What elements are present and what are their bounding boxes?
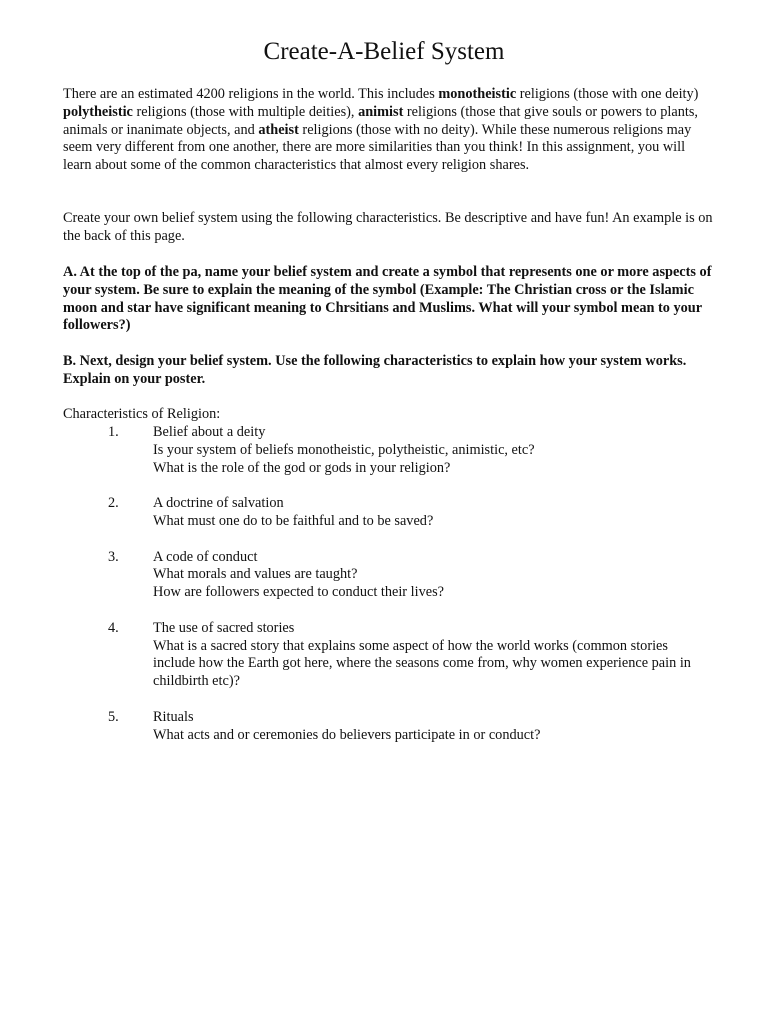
section-a-text: A. At the top of the pa, name your belief system and create a symbol that represents one or more aspects of your system. Be sure to explain the meaning of the symbol (Example: The Christian cross or the Islamic moon and star have significant meaning to Chrsitians and Muslims. What will your symbol mean to your followers?) [63,264,712,334]
list-item-title: A code of conduct [153,548,258,565]
characteristics-heading [63,406,713,424]
list-item [0,709,768,745]
intro-paragraph [63,86,713,175]
intro-text-2: religions (those with one deity) [516,86,699,102]
list-item-number: 5. [108,708,119,725]
list-item-question: What must one do to be faithful and to be saved? [153,512,434,529]
list-item-number: 2. [108,495,119,512]
term-polytheistic: polytheistic [63,103,133,120]
characteristics-list [0,424,768,762]
list-item-content [153,709,713,745]
list-item-number: 3. [108,548,119,565]
section-b-text: B. Next, design your belief system. Use the following characteristics to explain how your system works. Explain on your poster. [63,353,687,387]
list-item [0,620,768,691]
list-item-content [153,620,713,691]
list-item-content [153,424,713,477]
characteristics-heading-text: Characteristics of Religion: [63,406,221,422]
list-item [0,549,768,602]
list-item [0,495,768,531]
term-atheist: atheist [258,121,299,138]
list-item-question: What is a sacred story that explains some aspect of how the world works (common stories include how the Earth got here, where the seasons come from, why women experience pain in childbirth etc)? [153,637,691,690]
list-item [0,424,768,477]
section-a-paragraph [63,264,713,335]
intro-text [63,86,713,175]
intro-text-1: There are an estimated 4200 religions in the world. This includes [63,86,439,102]
intro-text-4: religions (those that give souls or powers to plants, animals or inanimate objects, and [63,103,698,138]
list-item-question: How are followers expected to conduct their lives? [153,584,444,601]
section-b-paragraph [63,353,713,389]
intro-text-3: religions (those with multiple deities), [132,103,359,120]
list-item-title: The use of sacred stories [153,619,295,636]
list-item-title: Belief about a deity [153,424,266,440]
list-item-content [153,495,713,531]
page-title: Create-A-Belief System [263,38,505,65]
list-item-number: 4. [108,619,119,636]
intro-text-5: religions (those with no deity). While these numerous religions may seem very different from one another, there are more similarities than you think! In this assignment, you will learn about some of the common characteristics that almost every religion shares. [63,121,692,174]
term-animist: animist [358,103,404,120]
list-item-content [153,549,713,602]
list-item-question: Is your system of beliefs monotheistic, polytheistic, animistic, etc? [153,441,535,458]
create-paragraph [63,210,713,246]
list-item-question: What acts and or ceremonies do believers participate in or conduct? [153,726,541,743]
term-monotheistic: monotheistic [438,86,517,102]
list-item-question: What morals and values are taught? [153,566,358,583]
list-item-number: 1. [108,424,119,440]
list-item-question: What is the role of the god or gods in your religion? [153,459,451,476]
list-item-title: Rituals [153,708,194,725]
create-text: Create your own belief system using the following characteristics. Be descriptive and have fun! An example is on the back of this page. [63,210,713,244]
list-item-title: A doctrine of salvation [153,495,284,512]
